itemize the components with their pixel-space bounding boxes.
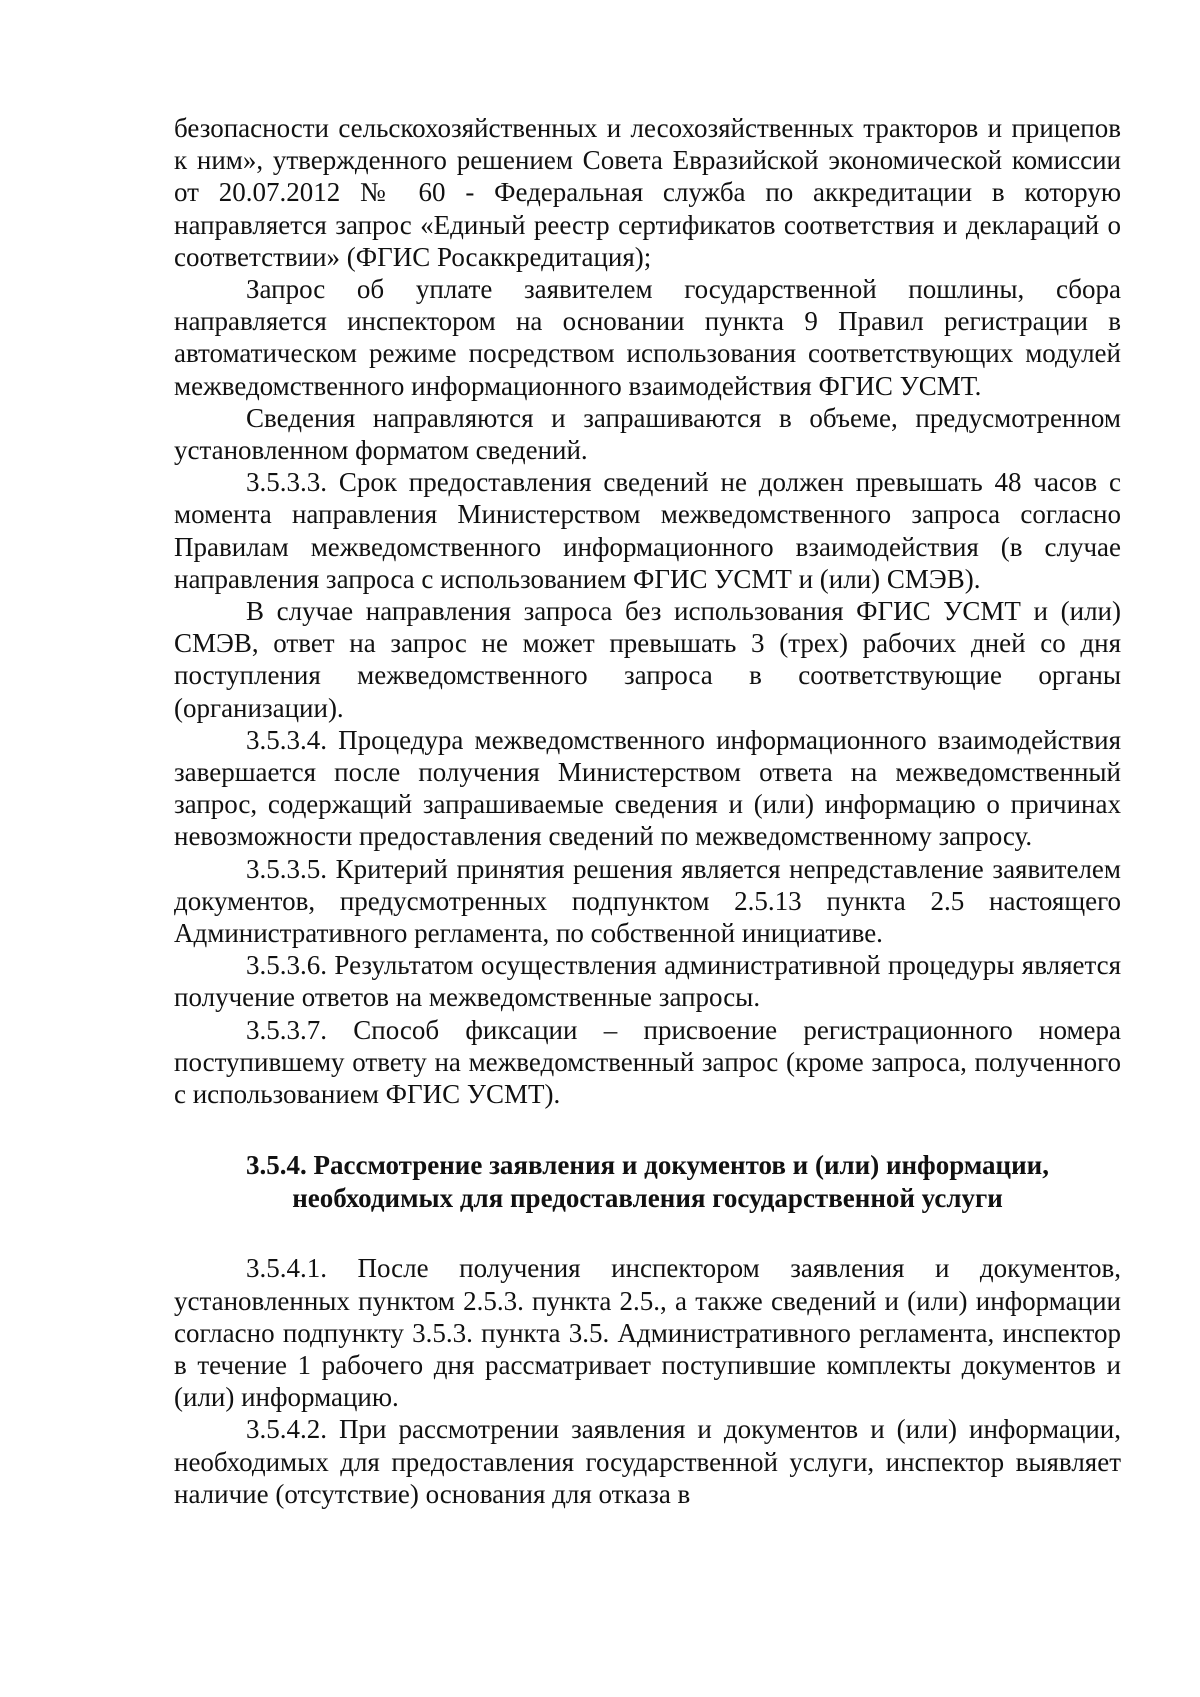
document-body	[174, 112, 1121, 1510]
section-heading-line-1: 3.5.4. Рассмотрение заявления и документов и (или) информации,	[246, 1150, 1049, 1181]
paragraph-3-5-3-3: 3.5.3.3. Срок предоставления сведений не должен превышать 48 часов с момента направления Министерством межведомственного запроса согласно Правилам межведомственного информационного взаимодействия (в случае направления запроса с использованием ФГИС УСМТ и (или) СМЭВ).	[174, 467, 1121, 594]
section-heading-3-5-4	[174, 1149, 1121, 1214]
paragraph-3-5-3-5: 3.5.3.5. Критерий принятия решения является непредставление заявителем документов, предусмотренных подпунктом 2.5.13 пункта 2.5 настоящего Административного регламента, по собственной инициативе.	[174, 853, 1121, 949]
paragraph-3-5-3-4: 3.5.3.4. Процедура межведомственного информационного взаимодействия завершается после получения Министерством ответа на межведомственный запрос, содержащий запрашиваемые сведения и (или) информацию о причинах невозможности предоставления сведений по межведомственному запросу.	[174, 724, 1121, 852]
section-heading-line-2: необходимых для предоставления государственной услуги	[292, 1182, 1003, 1213]
paragraph-3-5-4-2: 3.5.4.2. При рассмотрении заявления и документов и (или) информации, необходимых для предоставления государственной услуги, инспектор выявляет наличие (отсутствие) основания для отказа в	[174, 1414, 1121, 1509]
paragraph-info-scope: Сведения направляются и запрашиваются в объеме, предусмотренном установленном форматом сведений.	[174, 402, 1121, 466]
paragraph-no-smev-case: В случае направления запроса без использования ФГИС УСМТ и (или) СМЭВ, ответ на запрос не может превышать 3 (трех) рабочих дней со дня поступления межведомственного запроса в соответствующие органы (организации).	[174, 596, 1121, 723]
paragraph-3-5-3-6: 3.5.3.6. Результатом осуществления административной процедуры является получение ответов на межведомственные запросы.	[174, 950, 1121, 1013]
paragraph-3-5-3-7: 3.5.3.7. Способ фиксации – присвоение регистрационного номера поступившему ответу на межведомственный запрос (кроме запроса, полученного с использованием ФГИС УСМТ).	[174, 1014, 1121, 1110]
paragraph-3-5-4-1: 3.5.4.1. После получения инспектором заявления и документов, установленных пунктом 2.5.3. пункта 2.5., а также сведений и (или) информации согласно подпункту 3.5.3. пункта 3.5. Административного регламента, инспектор в течение 1 рабочего дня рассматривает поступившие комплекты документов и (или) информацию.	[174, 1253, 1121, 1413]
paragraph-state-fee-request: Запрос об уплате заявителем государственной пошлины, сбора направляется инспектором на основании пункта 9 Правил регистрации в автоматическом режиме посредством использования соответствующих модулей межведомственного информационного взаимодействия ФГИС УСМТ.	[174, 274, 1121, 401]
paragraph-continuation: безопасности сельскохозяйственных и лесохозяйственных тракторов и прицепов к ним», утвержденного решением Совета Евразийской экономической комиссии от 20.07.2012 № 60 - Федеральная служба по аккредитации в которую направляется запрос «Единый реестр сертификатов соответствия и деклараций о соответствии» (ФГИС Росаккредитация);	[174, 113, 1121, 272]
